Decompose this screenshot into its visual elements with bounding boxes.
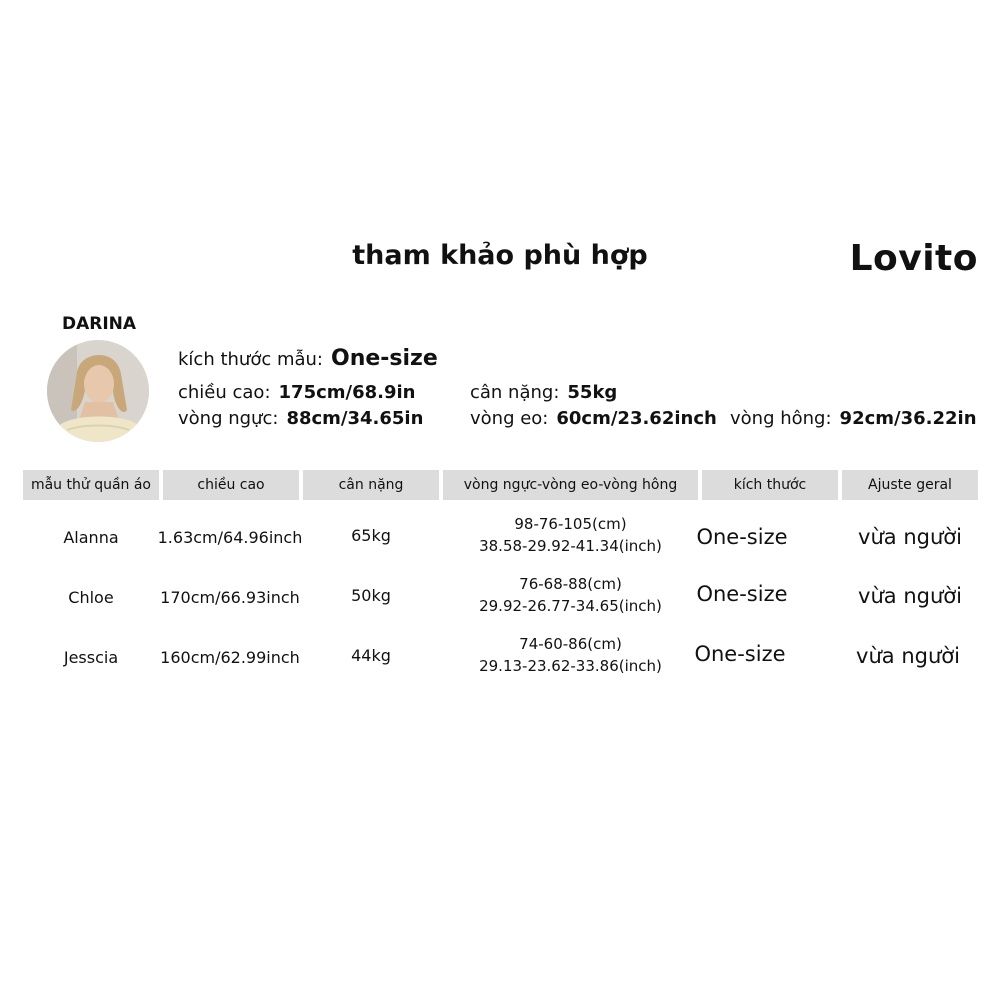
row3-measurements: [443, 633, 698, 677]
row1-measurements: [443, 513, 698, 557]
model-height-line: [178, 382, 415, 403]
row1-height: 1.63cm/64.96inch: [157, 527, 303, 547]
row2-height: 170cm/66.93inch: [160, 587, 300, 607]
row2-fit: vừa người: [858, 584, 962, 608]
model-bust-line: [178, 408, 423, 429]
model-bust-label: vòng ngực:: [178, 408, 279, 429]
row1-size: One-size: [696, 525, 788, 549]
model-height-value: 175cm/68.9in: [278, 382, 416, 403]
row1-name: Alanna: [63, 527, 119, 547]
page-title: tham khảo phù hợp: [352, 240, 648, 271]
row1-weight: 65kg: [351, 525, 391, 545]
row2-size: One-size: [696, 582, 788, 606]
row3-meas-cm: 74-60-86(cm): [519, 635, 622, 653]
row1-meas-cm: 98-76-105(cm): [514, 515, 627, 533]
row2-weight: 50kg: [351, 585, 391, 605]
model-size-value: One-size: [331, 346, 438, 371]
header-measurements: vòng ngực-vòng eo-vòng hông: [443, 470, 698, 500]
header-weight: cân nặng: [303, 470, 439, 500]
model-weight-line: [470, 382, 617, 403]
row3-height: 160cm/62.99inch: [160, 647, 300, 667]
model-size-label: kích thước mẫu:: [178, 349, 323, 370]
model-height-label: chiều cao:: [178, 382, 271, 403]
header-model: mẫu thử quần áo: [23, 470, 159, 500]
model-weight-value: 55kg: [567, 382, 618, 403]
row2-measurements: [443, 573, 698, 617]
row1-fit: vừa người: [858, 525, 962, 549]
avatar: [47, 340, 149, 442]
row3-weight: 44kg: [351, 645, 391, 665]
row2-name: Chloe: [68, 587, 114, 607]
model-hip-value: 92cm/36.22in: [839, 408, 977, 429]
model-weight-label: cân nặng:: [470, 382, 560, 403]
row3-meas-in: 29.13-23.62-33.86(inch): [479, 657, 662, 675]
model-waist-label: vòng eo:: [470, 408, 549, 429]
model-name: DARINA: [62, 314, 137, 334]
row2-meas-in: 29.92-26.77-34.65(inch): [479, 597, 662, 615]
header-size: kích thước: [702, 470, 838, 500]
model-hip-line: [730, 408, 977, 429]
model-size-line: [178, 346, 438, 371]
model-waist-value: 60cm/23.62inch: [556, 408, 717, 429]
model-waist-line: [470, 408, 717, 429]
row3-size: One-size: [694, 642, 786, 666]
row3-name: Jesscia: [63, 647, 119, 667]
model-bust-value: 88cm/34.65in: [286, 408, 424, 429]
row3-fit: vừa người: [856, 644, 960, 668]
header-fit: Ajuste geral: [842, 470, 978, 500]
model-hip-label: vòng hông:: [730, 408, 832, 429]
row1-meas-in: 38.58-29.92-41.34(inch): [479, 537, 662, 555]
row2-meas-cm: 76-68-88(cm): [519, 575, 622, 593]
header-height: chiều cao: [163, 470, 299, 500]
brand-logo: Lovito: [849, 238, 978, 279]
model-photo: [47, 340, 149, 442]
